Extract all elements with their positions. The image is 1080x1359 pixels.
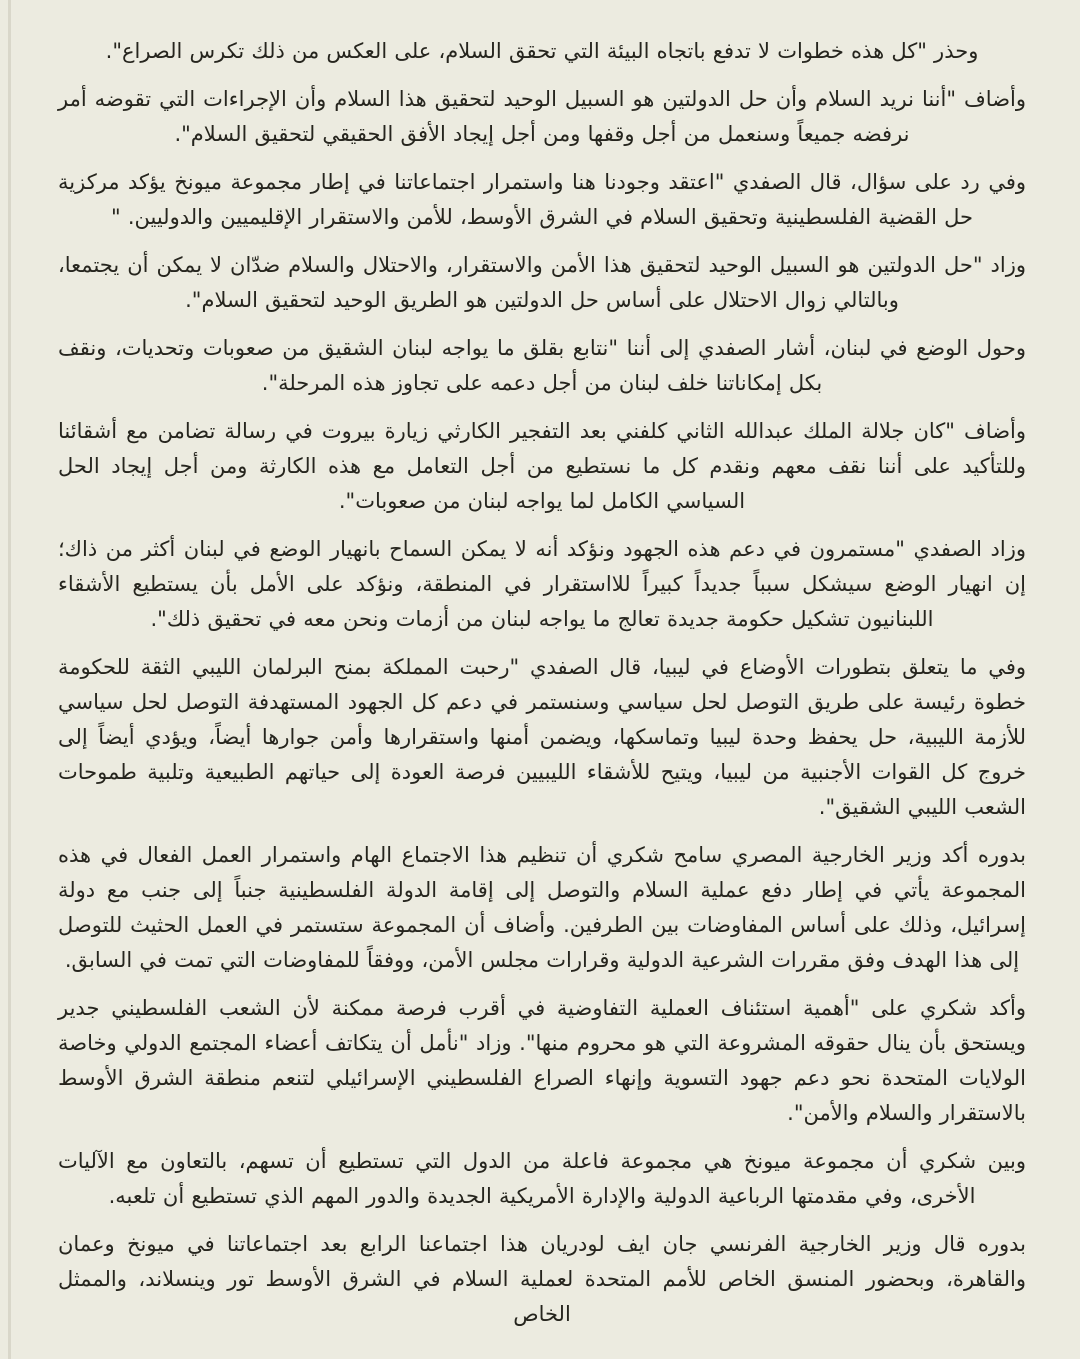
paragraph: وزاد الصفدي "مستمرون في دعم هذه الجهود ونؤكد أنه لا يمكن السماح بانهيار الوضع في لبنان أكثر من ذاك؛ إن انهيار الوضع سيشكل سبباً جديداً كبيراً للااستقرار في المنطقة، ونؤكد على الأمل بأن يستطيع الأشقاء اللبنانيون تشكيل حكومة جديدة تعالج ما يواجه لبنان من أزمات ونحن معه في تحقيق ذلك". [58,537,1026,631]
paragraph: وفي رد على سؤال، قال الصفدي "اعتقد وجودنا هنا واستمرار اجتماعاتنا في إطار مجموعة ميونخ يؤكد مركزية حل القضية الفلسطينية وتحقيق السلام في الشرق الأوسط، للأمن والاستقرار الإقليميين والدوليين. " [58,170,1026,229]
paragraph: وحذر "كل هذه خطوات لا تدفع باتجاه البيئة التي تحقق السلام، على العكس من ذلك تكرس الصراع". [105,39,979,63]
paragraph: وحول الوضع في لبنان، أشار الصفدي إلى أننا "نتابع بقلق ما يواجه لبنان الشقيق من صعوبات وتحديات، ونقف بكل إمكاناتنا خلف لبنان من أجل دعمه على تجاوز هذه المرحلة". [58,336,1026,395]
paragraph: وأضاف "كان جلالة الملك عبدالله الثاني كلفني بعد التفجير الكارثي زيارة بيروت في رسالة تضامن مع أشقائنا وللتأكيد على أننا نقف معهم ونقدم كل ما نستطيع من أجل التعامل مع هذه الكارثة ومن أجل إيجاد الحل السياسي الكامل لما يواجه لبنان من صعوبات". [58,419,1026,513]
page-edge-line [8,0,11,1359]
paragraph: وأكد شكري على "أهمية استئناف العملية التفاوضية في أقرب فرصة ممكنة لأن الشعب الفلسطيني جدير ويستحق بأن ينال حقوقه المشروعة التي هو محروم منها". وزاد "نأمل أن يتكاتف أعضاء المجتمع الدولي وخاصة الولايات المتحدة نحو دعم جهود التسوية وإنهاء الصراع الفلسطيني الإسرائيلي لتنعم منطقة الشرق الأوسط بالاستقرار والسلام والأمن". [58,996,1026,1125]
paragraph: بدوره أكد وزير الخارجية المصري سامح شكري أن تنظيم هذا الاجتماع الهام واستمرار العمل الفعال في هذه المجموعة يأتي في إطار دفع عملية السلام والتوصل إلى إقامة الدولة الفلسطينية جنباً إلى جنب مع دولة إسرائيل، وذلك على أساس المفاوضات بين الطرفين. وأضاف أن المجموعة ستستمر في العمل الحثيث للتوصل إلى هذا الهدف وفق مقررات الشرعية الدولية وقرارات مجلس الأمن، ووفقاً للمفاوضات التي تمت في السابق. [58,843,1026,972]
paragraph: وأضاف "أننا نريد السلام وأن حل الدولتين هو السبيل الوحيد لتحقيق هذا السلام وأن الإجراءات التي تقوضه أمر نرفضه جميعاً وسنعمل من أجل وقفها ومن أجل إيجاد الأفق الحقيقي لتحقيق السلام". [58,87,1026,146]
paragraph: وبين شكري أن مجموعة ميونخ هي مجموعة فاعلة من الدول التي تستطيع أن تسهم، بالتعاون مع الآليات الأخرى، وفي مقدمتها الرباعية الدولية والإدارة الأمريكية الجديدة والدور المهم الذي تستطيع أن تلعبه. [58,1149,1026,1208]
paragraph: وزاد "حل الدولتين هو السبيل الوحيد لتحقيق هذا الأمن والاستقرار، والاحتلال والسلام ضدّان لا يمكن أن يجتمعا، وبالتالي زوال الاحتلال على أساس حل الدولتين هو الطريق الوحيد لتحقيق السلام". [58,253,1026,312]
paragraph: وفي ما يتعلق بتطورات الأوضاع في ليبيا، قال الصفدي "رحبت المملكة بمنح البرلمان الليبي الثقة للحكومة خطوة رئيسة على طريق التوصل لحل سياسي وسنستمر في دعم كل الجهود المستهدفة التوصل لحل سياسي للأزمة الليبية، حل يحفظ وحدة ليبيا وتماسكها، ويضمن أمنها واستقرارها وأمن جوارها أيضاً، ويؤدي أيضاً إلى خروج كل القوات الأجنبية من ليبيا، ويتيح للأشقاء الليبيين فرصة العودة إلى حياتهم الطبيعية وتلبية طموحات الشعب الليبي الشقيق". [58,655,1026,819]
paragraph: بدوره قال وزير الخارجية الفرنسي جان ايف لودريان هذا اجتماعنا الرابع بعد اجتماعاتنا في ميونخ وعمان والقاهرة، وبحضور المنسق الخاص للأمم المتحدة لعملية السلام في الشرق الأوسط تور وينسلاند، والممثل الخاص [58,1232,1026,1326]
